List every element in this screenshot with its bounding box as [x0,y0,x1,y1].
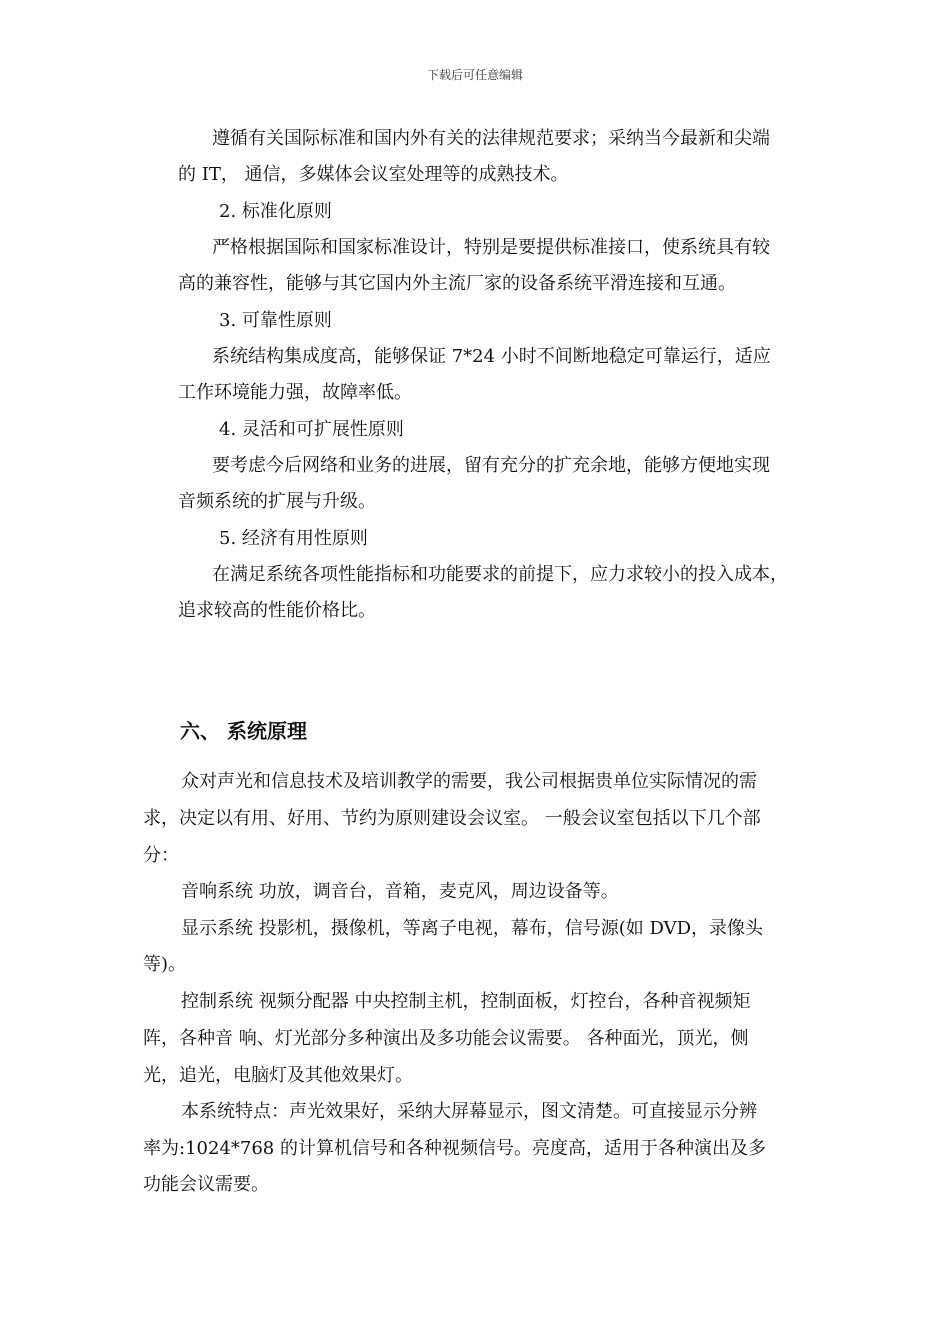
principle-text: 高的兼容性，能够与其它国内外主流厂家的设备系统平滑连接和互通。 [178,273,736,294]
paragraph-line: 显示系统 投影机，摄像机，等离子电视，幕布，信号源(如 DVD，录像头 [181,918,764,939]
principle-text: 系统结构集成度高，能够保证 7*24 小时不间断地稳定可靠运行，适应 [212,346,771,367]
paragraph-line: 阵，各种音 响、灯光部分多种演出及多功能会议需要。 各种面光，顶光，侧 [143,1028,749,1049]
principle-text: 严格根据国际和国家标准设计，特别是要提供标准接口，使系统具有较 [212,237,770,258]
paragraph-line: 本系统特点：声光效果好，采纳大屏幕显示，图文清楚。可直接显示分辨 [181,1101,757,1122]
principle-text: 要考虑今后网络和业务的进展，留有充分的扩充余地，能够方便地实现 [212,455,770,476]
paragraph-line: 众对声光和信息技术及培训教学的需要，我公司根据贵单位实际情况的需 [181,771,757,792]
principle-title: 2. 标准化原则 [219,201,332,222]
page-header: 下载后可任意编辑 [426,68,523,82]
paragraph-line: 控制系统 视频分配器 中央控制主机，控制面板，灯控台，各种音视频矩 [181,991,751,1012]
paragraph-line: 求，决定以有用、好用、节约为原则建设会议室。 一般会议室包括以下几个部 [143,808,761,829]
principle-text: 在满足系统各项性能指标和功能要求的前提下，应力求较小的投入成本， [212,564,788,585]
paragraph-line: 功能会议需要。 [143,1174,269,1195]
principle-text: 音频系统的扩展与升级。 [178,491,376,512]
principle-title: 3. 可靠性原则 [219,310,332,331]
intro-line-1: 遵循有关国际标准和国内外有关的法律规范要求；采纳当今最新和尖端 [212,128,770,149]
paragraph-line: 率为:1024*768 的计算机信号和各种视频信号。亮度高，适用于各种演出及多 [143,1138,766,1159]
principle-text: 工作环境能力强，故障率低。 [178,382,412,403]
paragraph-line: 等)。 [143,954,187,975]
intro-line-2: 的 IT， 通信，多媒体会议室处理等的成熟技术。 [178,164,569,185]
section-heading: 六、 系统原理 [180,719,307,743]
principle-title: 5. 经济有用性原则 [219,528,368,549]
principle-title: 4. 灵活和可扩展性原则 [219,419,404,440]
principle-text: 追求较高的性能价格比。 [178,600,376,621]
paragraph-line: 音响系统 功放，调音台，音箱，麦克风，周边设备等。 [181,881,619,902]
paragraph-line: 分： [143,845,179,866]
paragraph-line: 光，追光，电脑灯及其他效果灯。 [143,1065,413,1086]
